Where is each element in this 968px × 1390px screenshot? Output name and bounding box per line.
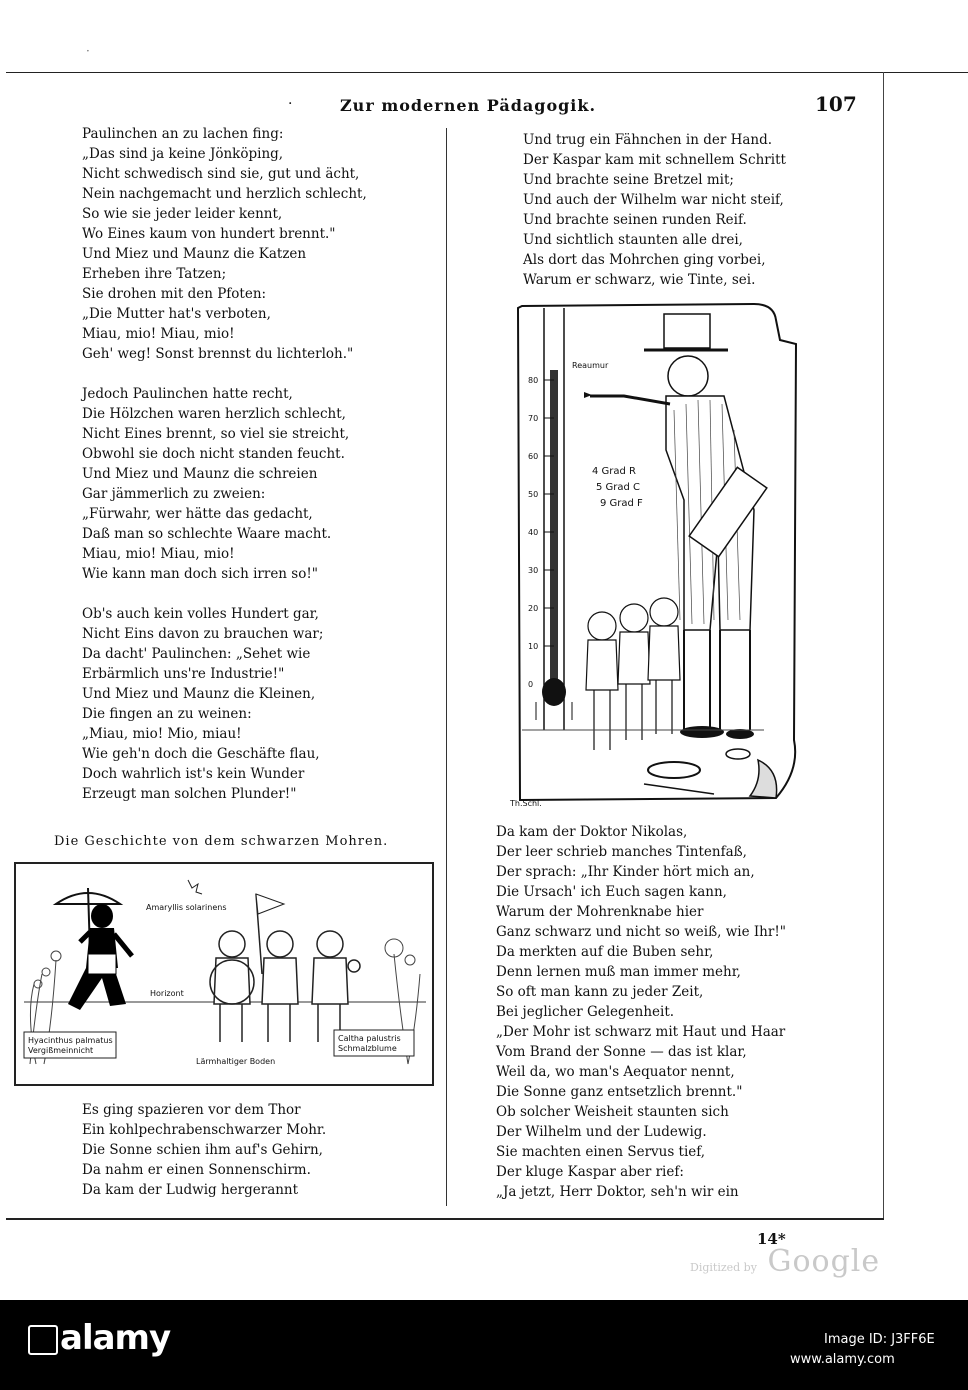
section-heading: Die Geschichte von dem schwarzen Mohren. — [54, 834, 389, 849]
verse-line: Doch wahrlich ist's kein Wunder — [82, 766, 305, 782]
verse-line: Sie drohen mit den Pfoten: — [82, 286, 267, 302]
verse-line: Die Sonne schien ihm auf's Gehirn, — [82, 1142, 323, 1158]
verse-line: Ob's auch kein volles Hundert gar, — [82, 606, 319, 622]
label-horizon: Horizont — [150, 989, 184, 998]
scale-label: Reaumur — [572, 361, 609, 370]
thermometer-tick-label: 30 — [528, 566, 539, 575]
verse-line: Da kam der Ludwig hergerannt — [82, 1182, 299, 1198]
thermometer-illustration-drawing — [510, 300, 808, 808]
label-top: Amaryllis solarinens — [146, 903, 227, 912]
verse-line: Daß man so schlechte Waare macht. — [82, 526, 332, 542]
verse-line: Erzeugt man solchen Plunder!" — [82, 786, 297, 802]
verse-line: Da merkten auf die Buben sehr, — [496, 944, 714, 960]
google-label: Google — [767, 1244, 881, 1279]
verse-line: Und sichtlich staunten alle drei, — [523, 232, 743, 248]
verse-line: Ob solcher Weisheit staunten sich — [496, 1104, 729, 1120]
digitized-label: Digitized by — [690, 1261, 757, 1274]
verse-line: „Fürwahr, wer hätte das gedacht, — [82, 506, 313, 522]
verse-line: Miau, mio! Miau, mio! — [82, 326, 235, 342]
verse-line: Bei jeglicher Gelegenheit. — [496, 1004, 675, 1020]
bottom-rule — [6, 1218, 884, 1220]
verse-line — [82, 584, 367, 604]
verse-line: Ganz schwarz und nicht so weiß, wie Ihr!" — [496, 924, 786, 940]
thermometer-tick-label: 0 — [528, 680, 534, 689]
verse-line: Nein nachgemacht und herzlich schlecht, — [82, 186, 367, 202]
verse-line: Die Ursach' ich Euch sagen kann, — [496, 884, 727, 900]
verse-line: Denn lernen muß man immer mehr, — [496, 964, 741, 980]
verse-line: Die Sonne ganz entsetzlich brennt." — [496, 1084, 743, 1100]
verse-line: Ein kohlpechrabenschwarzer Mohr. — [82, 1122, 327, 1138]
verse-line: Und brachte seine Bretzel mit; — [523, 172, 734, 188]
thermometer-tick-label: 80 — [528, 376, 539, 385]
verse-line: Wie kann man doch sich irren so!" — [82, 566, 318, 582]
illustrator-signature: Th.Schl. — [510, 799, 542, 808]
verse-line: Paulinchen an zu lachen fing: — [82, 126, 284, 142]
verse-line: Und brachte seinen runden Reif. — [523, 212, 747, 228]
label-sign-right-1: Caltha palustris — [338, 1034, 401, 1043]
thermometer-tick-label: 20 — [528, 604, 539, 613]
page-number: 107 — [815, 92, 857, 116]
page-title: Zur modernen Pädagogik. — [340, 96, 597, 115]
thermometer-tick-label: 40 — [528, 528, 539, 537]
label-sign-left-2: Vergißmeinnicht — [28, 1046, 94, 1055]
verse-line: Wo Eines kaum von hundert brennt." — [82, 226, 336, 242]
verse-line: „Miau, mio! Mio, miau! — [82, 726, 242, 742]
verse-line: Da nahm er einen Sonnenschirm. — [82, 1162, 311, 1178]
verse-line: Der leer schrieb manches Tintenfaß, — [496, 844, 747, 860]
verse-line: Vom Brand der Sonne — das ist klar, — [496, 1044, 747, 1060]
verse-line: Warum der Mohrenknabe hier — [496, 904, 704, 920]
left-column-mohr-verse — [82, 1100, 326, 1200]
verse-line: Erheben ihre Tatzen; — [82, 266, 227, 282]
thermometer-tick-label: 10 — [528, 642, 539, 651]
banner-url: www.alamy.com — [790, 1352, 895, 1367]
verse-line: „Die Mutter hat's verboten, — [82, 306, 271, 322]
verse-line: So wie sie jeder leider kennt, — [82, 206, 283, 222]
verse-line: Es ging spazieren vor dem Thor — [82, 1102, 301, 1118]
verse-line: „Ja jetzt, Herr Doktor, seh'n wir ein — [496, 1184, 739, 1200]
verse-line: Und Miez und Maunz die Kleinen, — [82, 686, 316, 702]
label-sign-left-1: Hyacinthus palmatus — [28, 1036, 113, 1045]
verse-line: So oft man kann zu jeder Zeit, — [496, 984, 704, 1000]
top-rule — [6, 72, 968, 73]
verse-line: Erbärmlich uns're Industrie!" — [82, 666, 285, 682]
verse-line: Der Kaspar kam mit schnellem Schritt — [523, 152, 786, 168]
alamy-logo — [22, 1318, 170, 1358]
verse-line — [82, 364, 367, 384]
thermometer-tick-label: 70 — [528, 414, 539, 423]
thermometer-tick-label: 50 — [528, 490, 539, 499]
verse-line: Und trug ein Fähnchen in der Hand. — [523, 132, 773, 148]
corner-mark: · — [86, 44, 90, 58]
verse-line: Sie machten einen Servus tief, — [496, 1144, 706, 1160]
verse-line: Warum er schwarz, wie Tinte, sei. — [523, 272, 756, 288]
verse-line: Und auch der Wilhelm war nicht steif, — [523, 192, 784, 208]
thermometer-tick-label: 60 — [528, 452, 539, 461]
alamy-mark-icon — [28, 1325, 58, 1355]
verse-line: Gar jämmerlich zu zweien: — [82, 486, 266, 502]
right-column-verse-bottom — [496, 822, 786, 1202]
verse-line: Jedoch Paulinchen hatte recht, — [82, 386, 293, 402]
verse-line: Geh' weg! Sonst brennst du lichterloh." — [82, 346, 354, 362]
image-id: Image ID: J3FF6E — [824, 1332, 935, 1347]
column-divider — [446, 128, 447, 1206]
verse-line: Weil da, wo man's Aequator nennt, — [496, 1064, 735, 1080]
mohr-illustration-drawing — [16, 864, 432, 1084]
verse-line: Nicht schwedisch sind sie, gut und ächt, — [82, 166, 360, 182]
verse-line: Und Miez und Maunz die schreien — [82, 466, 318, 482]
mohr-illustration — [14, 862, 434, 1086]
verse-line: Nicht Eins davon zu brauchen war; — [82, 626, 324, 642]
left-column-poem — [82, 124, 367, 804]
verse-line: „Der Mohr ist schwarz mit Haut und Haar — [496, 1024, 786, 1040]
thermometer-notes — [592, 466, 643, 509]
label-ground: Lärmhaltiger Boden — [196, 1057, 276, 1066]
verse-line: Miau, mio! Miau, mio! — [82, 546, 235, 562]
alamy-logo-text: alamy — [60, 1318, 171, 1358]
thermometer-note: 4 Grad R — [592, 466, 637, 477]
thermometer-illustration — [510, 300, 808, 808]
header-dot: · — [288, 96, 293, 112]
verse-line: Da kam der Doktor Nikolas, — [496, 824, 688, 840]
signature-mark: 14* — [757, 1230, 786, 1248]
verse-line: Als dort das Mohrchen ging vorbei, — [523, 252, 766, 268]
verse-line: Der kluge Kaspar aber rief: — [496, 1164, 684, 1180]
thermometer-note: 5 Grad C — [596, 482, 641, 493]
verse-line: Da dacht' Paulinchen: „Sehet wie — [82, 646, 311, 662]
verse-line: Der Wilhelm und der Ludewig. — [496, 1124, 707, 1140]
verse-line: Die Hölzchen waren herzlich schlecht, — [82, 406, 346, 422]
right-rule — [883, 72, 884, 1220]
thermometer-note: 9 Grad F — [600, 498, 643, 509]
verse-line: „Das sind ja keine Jönköping, — [82, 146, 284, 162]
verse-line: Der sprach: „Ihr Kinder hört mich an, — [496, 864, 755, 880]
verse-line: Obwohl sie doch nicht standen feucht. — [82, 446, 345, 462]
verse-line: Die fingen an zu weinen: — [82, 706, 252, 722]
label-sign-right-2: Schmalzblume — [338, 1044, 397, 1053]
verse-line: Und Miez und Maunz die Katzen — [82, 246, 307, 262]
google-watermark — [690, 1244, 880, 1279]
right-column-verse-top — [523, 130, 786, 290]
verse-line: Nicht Eines brennt, so viel sie streicht, — [82, 426, 350, 442]
verse-line: Wie geh'n doch die Geschäfte flau, — [82, 746, 320, 762]
